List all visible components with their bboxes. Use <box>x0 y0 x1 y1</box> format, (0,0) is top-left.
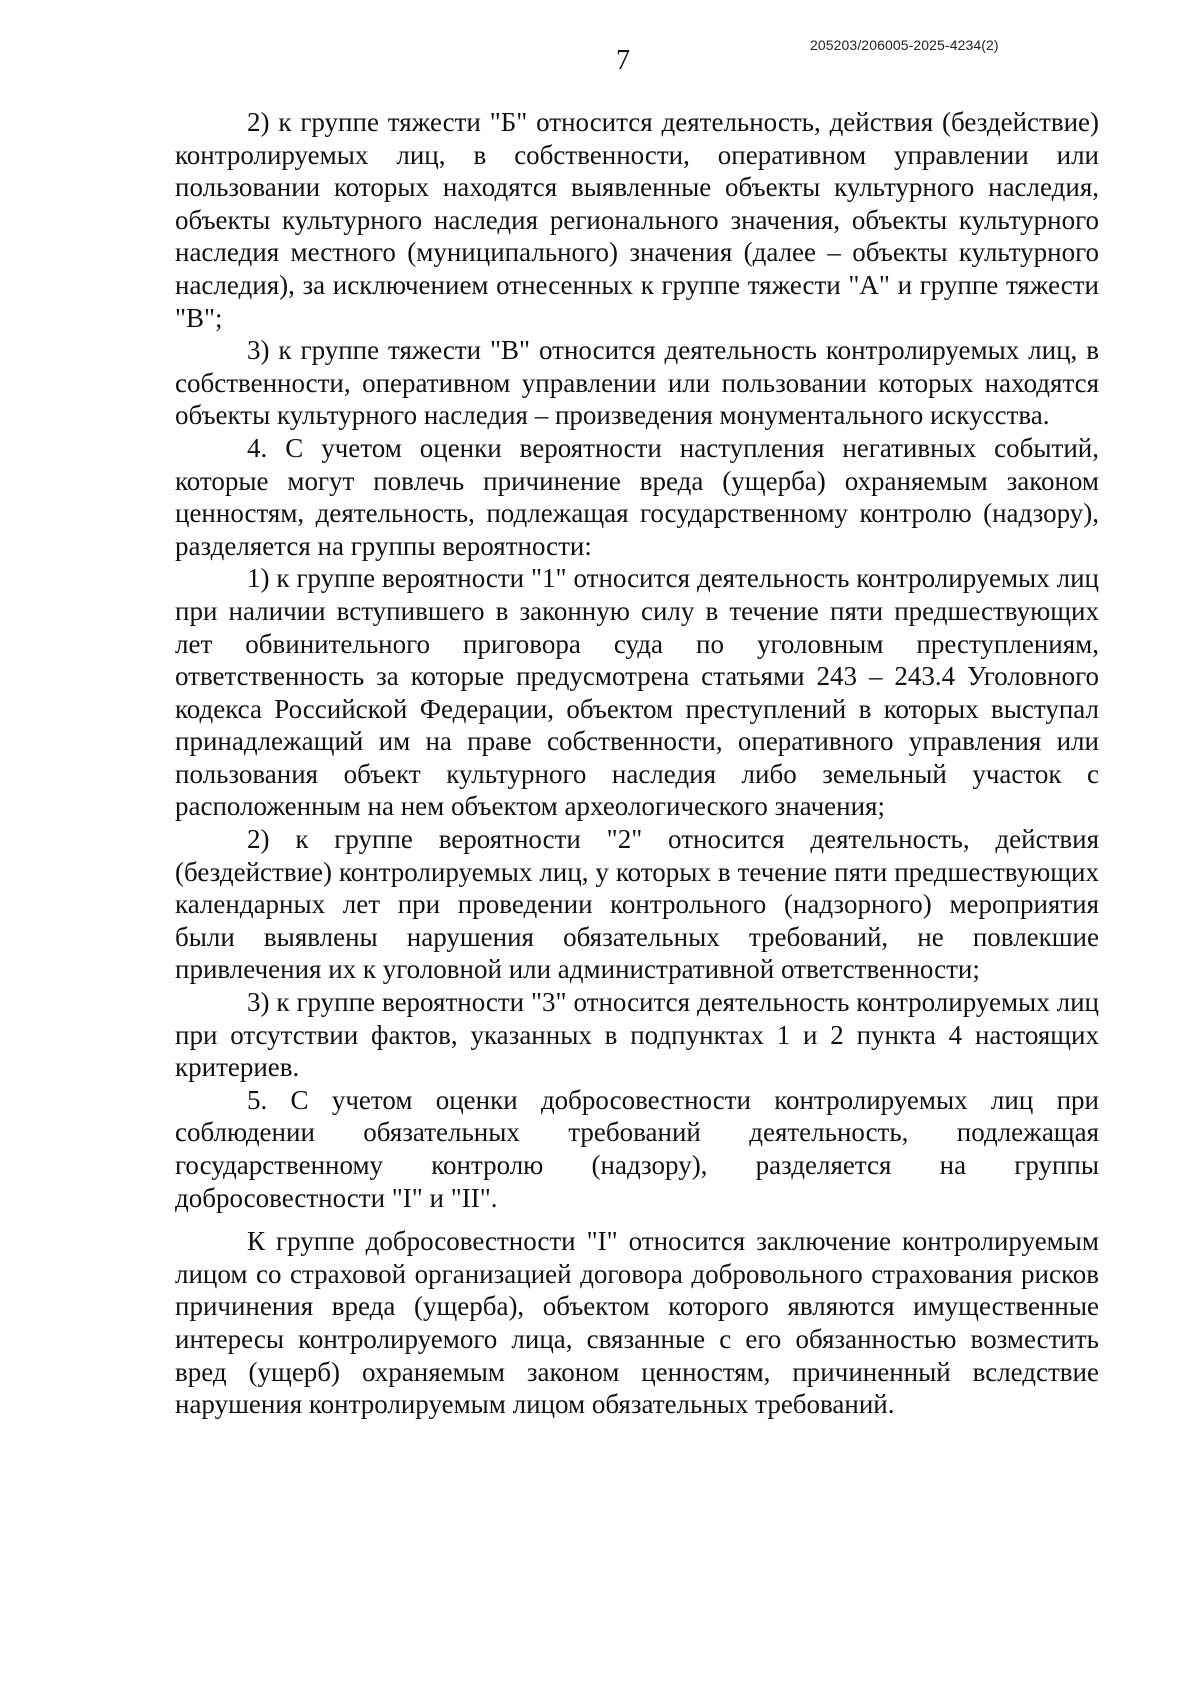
paragraph-probability-group-1: 1) к группе вероятности "1" относится деятельность контролируемых лиц при наличии вступившего в законную силу в течение пяти предшествующих лет обвинительного приговора суда по уголовным преступлениям, ответственность за которые предусмотрена статьями 243 – 243.4 Уголовного кодекса Российской Федерации, объектом преступлений в которых выступал принадлежащий им на праве собственности, оперативного управления или пользования объект культурного наследия либо земельный участок с расположенным на нем объектом археологического значения; <box>175 563 1099 822</box>
page-number: 7 <box>616 45 630 76</box>
paragraph-severity-group-b: 2) к группе тяжести "Б" относится деятельность, действия (бездействие) контролируемых лиц, в собственности, оперативном управлении или пользовании которых находятся выявленные объекты культурного наследия, объекты культурного наследия регионального значения, объекты культурного наследия местного (муниципального) значения (далее – объекты культурного наследия), за исключением отнесенных к группе тяжести "А" и группе тяжести "В"; <box>175 107 1099 333</box>
document-id: 205203/206005-2025-4234(2) <box>810 37 999 53</box>
paragraph-integrity-group-i: К группе добросовестности "I" относится заключение контролируемым лицом со страховой организацией договора добровольного страхования рисков причинения вреда (ущерба), объектом которого являются имущественные интересы контролируемого лица, связанные с его обязанностью возместить вред (ущерб) охраняемым законом ценностям, причиненный вследствие нарушения контролируемым лицом обязательных требований. <box>175 1226 1099 1420</box>
document-body <box>175 106 1099 1421</box>
paragraph-probability-group-2: 2) к группе вероятности "2" относится деятельность, действия (бездействие) контролируемых лиц, у которых в течение пяти предшествующих календарных лет при проведении контрольного (надзорного) мероприятия были выявлены нарушения обязательных требований, не повлекшие привлечения их к уголовной или административной ответственности; <box>175 824 1099 985</box>
paragraph-probability-group-3: 3) к группе вероятности "3" относится деятельность контролируемых лиц при отсутствии фактов, указанных в подпунктах 1 и 2 пункта 4 настоящих критериев. <box>175 987 1099 1083</box>
paragraph-probability-intro: 4. С учетом оценки вероятности наступления негативных событий, которые могут повлечь причинение вреда (ущерба) охраняемым законом ценностям, деятельность, подлежащая государственному контролю (надзору), разделяется на группы вероятности: <box>175 432 1099 561</box>
paragraph-integrity-intro: 5. С учетом оценки добросовестности контролируемых лиц при соблюдении обязательных требований деятельность, подлежащая государственному контролю (надзору), разделяется на группы добросовестности "I" и "II". <box>175 1084 1099 1213</box>
paragraph-severity-group-v: 3) к группе тяжести "В" относится деятельность контролируемых лиц, в собственности, оперативном управлении или пользовании которых находятся объекты культурного наследия – произведения монументального искусства. <box>175 335 1099 431</box>
